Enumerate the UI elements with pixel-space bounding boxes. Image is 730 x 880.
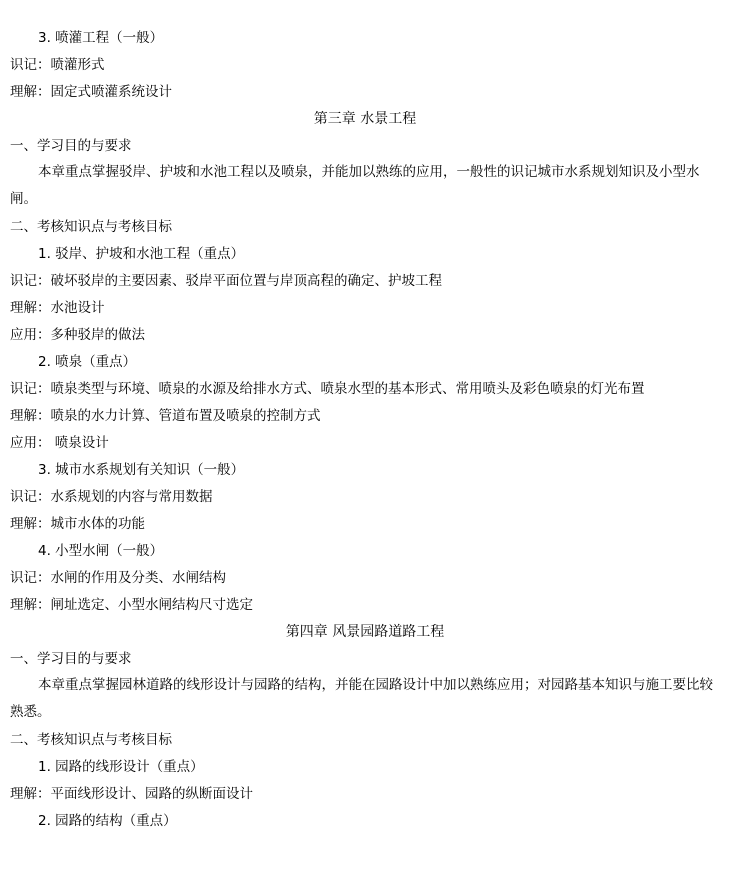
section-exam-points: 二、考核知识点与考核目标 [10,219,172,235]
item-fountain: 2. 喷泉（重点） [38,354,137,370]
chapter-4-intro-paragraph: 本章重点掌握园林道路的线形设计与园路的结构，并能在园路设计中加以熟练应用；对园路基本知识与施工要比较熟悉。 [10,677,713,720]
understand-line: 理解：城市水体的功能 [10,516,145,532]
section-learning-goals: 一、学习目的与要求 [10,138,132,154]
section-exam-points: 二、考核知识点与考核目标 [10,732,172,748]
apply-line: 应用：多种驳岸的做法 [10,327,145,343]
chapter-4-heading: 第四章 风景园路道路工程 [285,624,445,640]
understand-line: 理解：平面线形设计、园路的纵断面设计 [10,786,253,802]
item-road-structure: 2. 园路的结构（重点） [38,813,177,829]
item-revetment-slope-pool: 1. 驳岸、护坡和水池工程（重点） [38,246,245,262]
memorize-line: 识记：喷灌形式 [10,57,105,73]
memorize-line: 识记：水闸的作用及分类、水闸结构 [10,570,226,586]
understand-line: 理解：固定式喷灌系统设计 [10,84,172,100]
section-learning-goals: 一、学习目的与要求 [10,651,132,667]
memorize-line: 识记：破坏驳岸的主要因素、驳岸平面位置与岸顶高程的确定、护坡工程 [10,273,442,289]
chapter-3-heading: 第三章 水景工程 [313,111,417,127]
memorize-line: 识记：水系规划的内容与常用数据 [10,489,213,505]
item-sprinkler-engineering: 3. 喷灌工程（一般） [38,30,164,46]
item-road-alignment-design: 1. 园路的线形设计（重点） [38,759,204,775]
apply-line: 应用： 喷泉设计 [10,435,109,451]
understand-line: 理解：水池设计 [10,300,105,316]
understand-line: 理解：喷泉的水力计算、管道布置及喷泉的控制方式 [10,408,321,424]
item-small-sluice: 4. 小型水闸（一般） [38,543,164,559]
item-water-system-planning: 3. 城市水系规划有关知识（一般） [38,462,245,478]
understand-line: 理解：闸址选定、小型水闸结构尺寸选定 [10,597,253,613]
chapter-3-intro-paragraph: 本章重点掌握驳岸、护坡和水池工程以及喷泉，并能加以熟练的应用，一般性的识记城市水系规划知识及小型水闸。 [10,164,700,207]
memorize-line: 识记：喷泉类型与环境、喷泉的水源及给排水方式、喷泉水型的基本形式、常用喷头及彩色喷泉的灯光布置 [10,381,645,397]
